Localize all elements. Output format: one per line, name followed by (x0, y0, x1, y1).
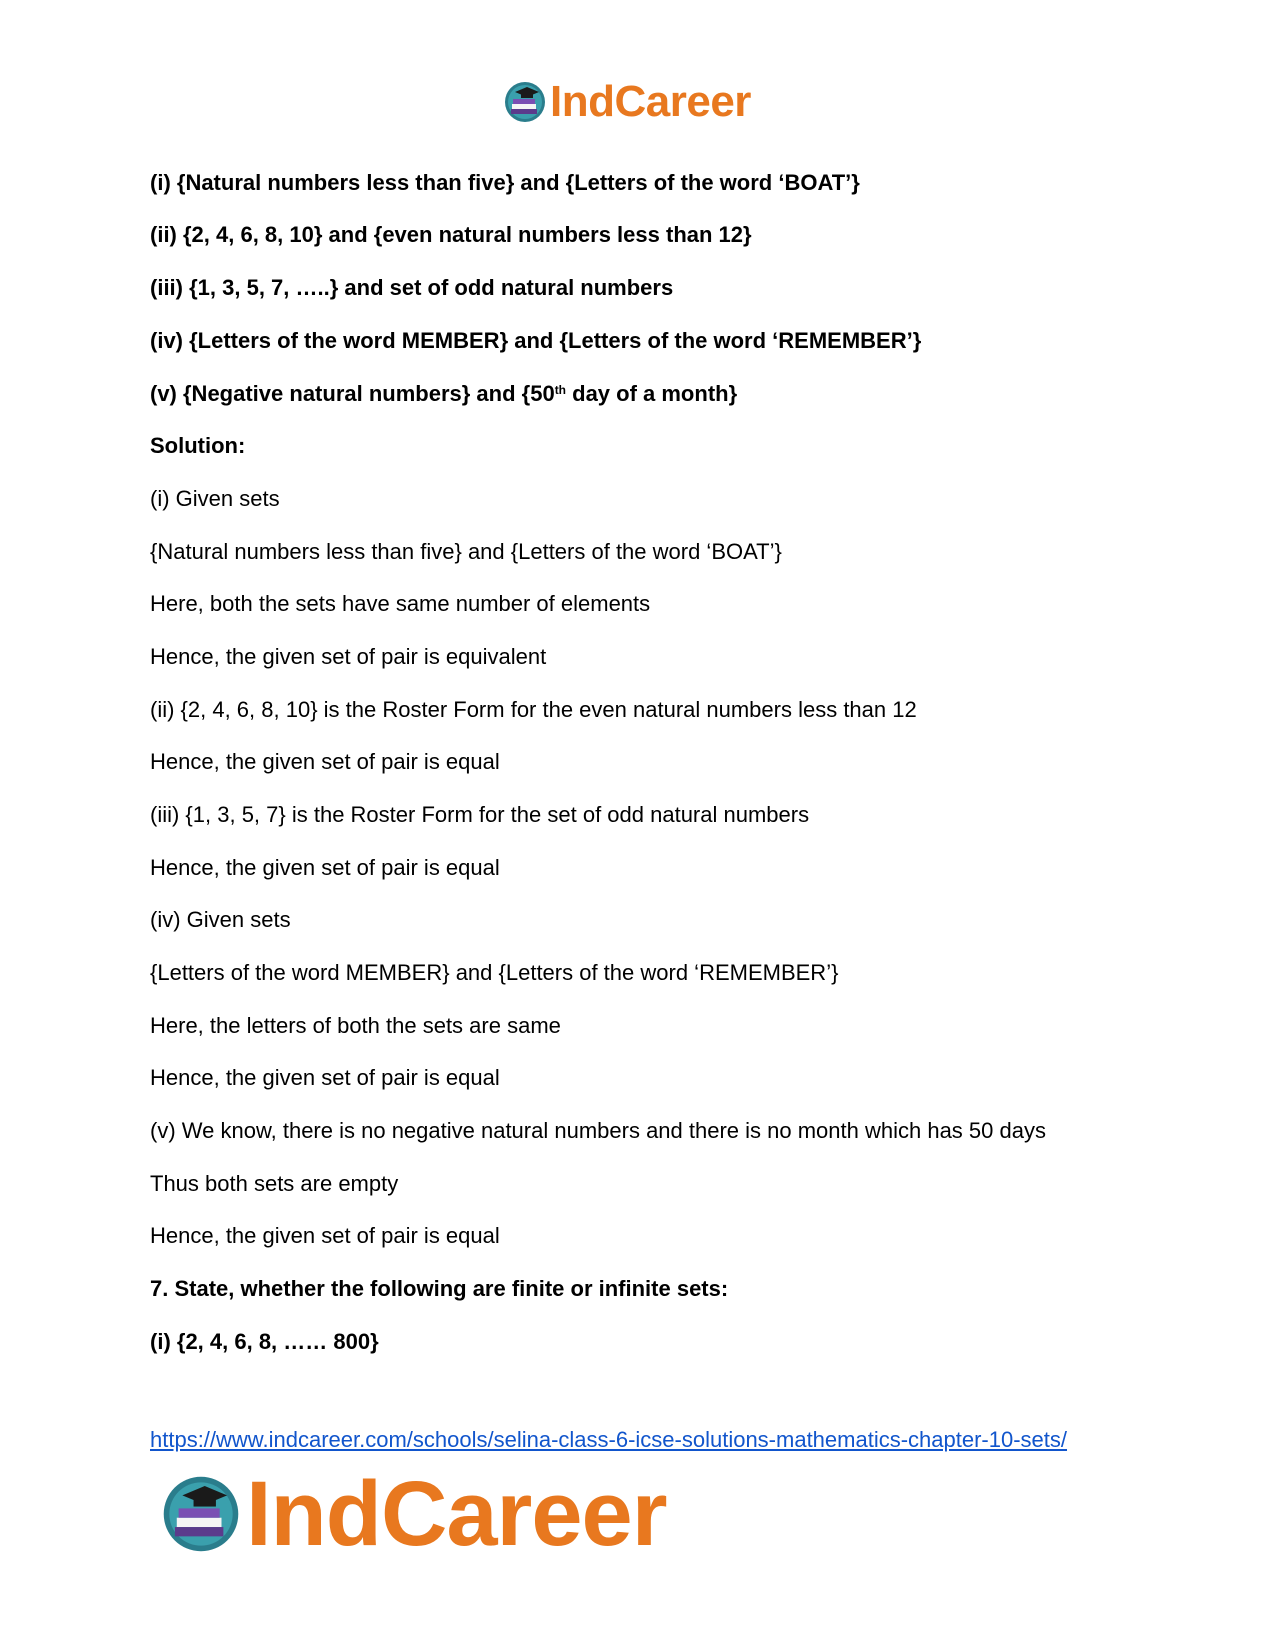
question-iv: (iv) {Letters of the word MEMBER} and {Letters of the word ‘REMEMBER’} (150, 328, 922, 353)
header-logo (503, 78, 751, 126)
solution-line: {Letters of the word MEMBER} and {Letters of the word ‘REMEMBER’} (150, 960, 839, 985)
solution-line: {Natural numbers less than five} and {Letters of the word ‘BOAT’} (150, 539, 782, 564)
solution-line: Thus both sets are empty (150, 1171, 399, 1196)
solution-line: (ii) {2, 4, 6, 8, 10} is the Roster Form for the even natural numbers less than 12 (150, 697, 917, 722)
brand-wordmark: IndCareer (550, 77, 751, 126)
solution-line: Hence, the given set of pair is equal (150, 855, 500, 880)
footer-logo (160, 1463, 667, 1565)
question-ii: (ii) {2, 4, 6, 8, 10} and {even natural numbers less than 12} (150, 222, 752, 247)
question-v (150, 381, 737, 407)
question-7-title: 7. State, whether the following are finite or infinite sets: (150, 1276, 729, 1301)
question-i: (i) {Natural numbers less than five} and {Letters of the word ‘BOAT’} (150, 170, 860, 195)
solution-heading: Solution: (150, 433, 246, 458)
solution-line: (iii) {1, 3, 5, 7} is the Roster Form for the set of odd natural numbers (150, 802, 810, 827)
solution-line: (iv) Given sets (150, 907, 291, 932)
question-v-superscript: th (554, 383, 567, 397)
solution-line: Hence, the given set of pair is equal (150, 749, 500, 774)
question-iii: (iii) {1, 3, 5, 7, …..} and set of odd natural numbers (150, 275, 674, 300)
graduation-cap-book-icon (160, 1473, 242, 1555)
question-7-item-i: (i) {2, 4, 6, 8, …… 800} (150, 1329, 379, 1354)
question-v-text-end: day of a month} (566, 381, 738, 406)
solution-line: Hence, the given set of pair is equal (150, 1223, 500, 1248)
brand-wordmark: IndCareer (246, 1463, 667, 1565)
solution-line: (v) We know, there is no negative natural numbers and there is no month which has 50 days (150, 1118, 1046, 1143)
source-url-link[interactable]: https://www.indcareer.com/schools/selina-class-6-icse-solutions-mathematics-chapter-10-sets/ (150, 1427, 1068, 1452)
solution-line: Here, both the sets have same number of elements (150, 591, 651, 616)
graduation-cap-book-icon (503, 80, 547, 124)
solution-line: Here, the letters of both the sets are same (150, 1013, 561, 1038)
solution-line: (i) Given sets (150, 486, 280, 511)
question-v-text: (v) {Negative natural numbers} and {50 (150, 381, 555, 406)
solution-line: Hence, the given set of pair is equal (150, 1065, 500, 1090)
solution-line: Hence, the given set of pair is equivalent (150, 644, 547, 669)
